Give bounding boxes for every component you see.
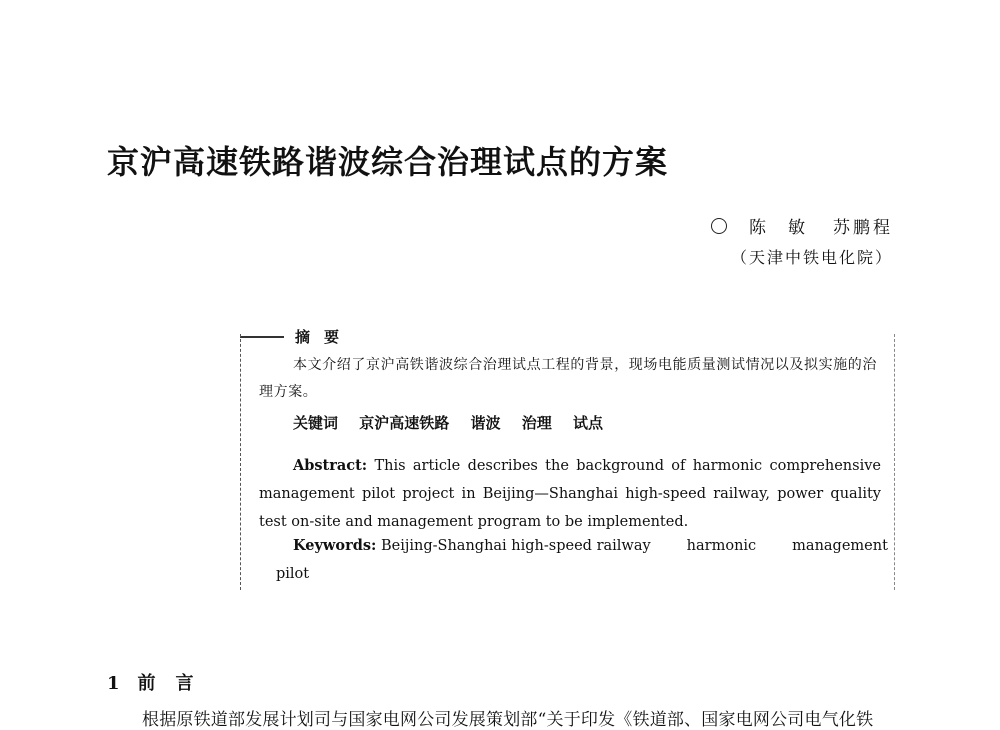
keyword-english: Beijing-Shanghai high-speed railway: [381, 538, 651, 554]
abstract-chinese-text: 本文介绍了京沪高铁谐波综合治理试点工程的背景，现场电能质量测试情况以及拟实施的治理方案。: [259, 357, 877, 400]
section-title: 前言: [137, 673, 214, 694]
abstract-english-text: This article describes the background of harmonic comprehensive management pilot project in Beijing—Shanghai high-speed railway, power quality test on-site and management program to be implemented.: [259, 458, 881, 530]
paper-title: 京沪高速铁路谐波综合治理试点的方案: [107, 143, 669, 181]
abstract-english: [259, 452, 881, 536]
abstract-box: [240, 326, 895, 590]
author-name: 陈敏: [749, 218, 827, 238]
abstract-left-rule: [240, 334, 241, 590]
keyword-english: management: [792, 538, 888, 554]
keywords-english: [293, 532, 888, 560]
author-line: [711, 213, 893, 238]
section-number: 1: [107, 673, 120, 694]
keyword: 治理: [521, 414, 552, 432]
keyword: 谐波: [470, 414, 501, 432]
body-paragraph: 根据原铁道部发展计划司与国家电网公司发展策划部“关于印发《铁道部、国家电网公司电气化铁: [142, 710, 874, 730]
author-affiliation: （天津中铁电化院）: [730, 248, 893, 267]
section-heading: [107, 669, 214, 695]
keyword-english: harmonic: [686, 538, 757, 554]
author-marker-icon: [711, 218, 727, 234]
keyword: 试点: [573, 414, 604, 432]
abstract-top-rule: [240, 336, 284, 338]
keywords-chinese: [293, 412, 619, 433]
keyword: 京沪高速铁路: [359, 414, 450, 432]
abstract-right-rule: [894, 334, 895, 590]
keywords-label: 关键词: [293, 414, 339, 432]
abstract-heading: 摘要: [295, 328, 354, 346]
abstract-english-label: Abstract:: [293, 457, 368, 474]
author-name: 苏鹏程: [833, 218, 893, 238]
keyword-english: pilot: [276, 566, 310, 582]
keywords-english-label: Keywords:: [293, 537, 377, 554]
